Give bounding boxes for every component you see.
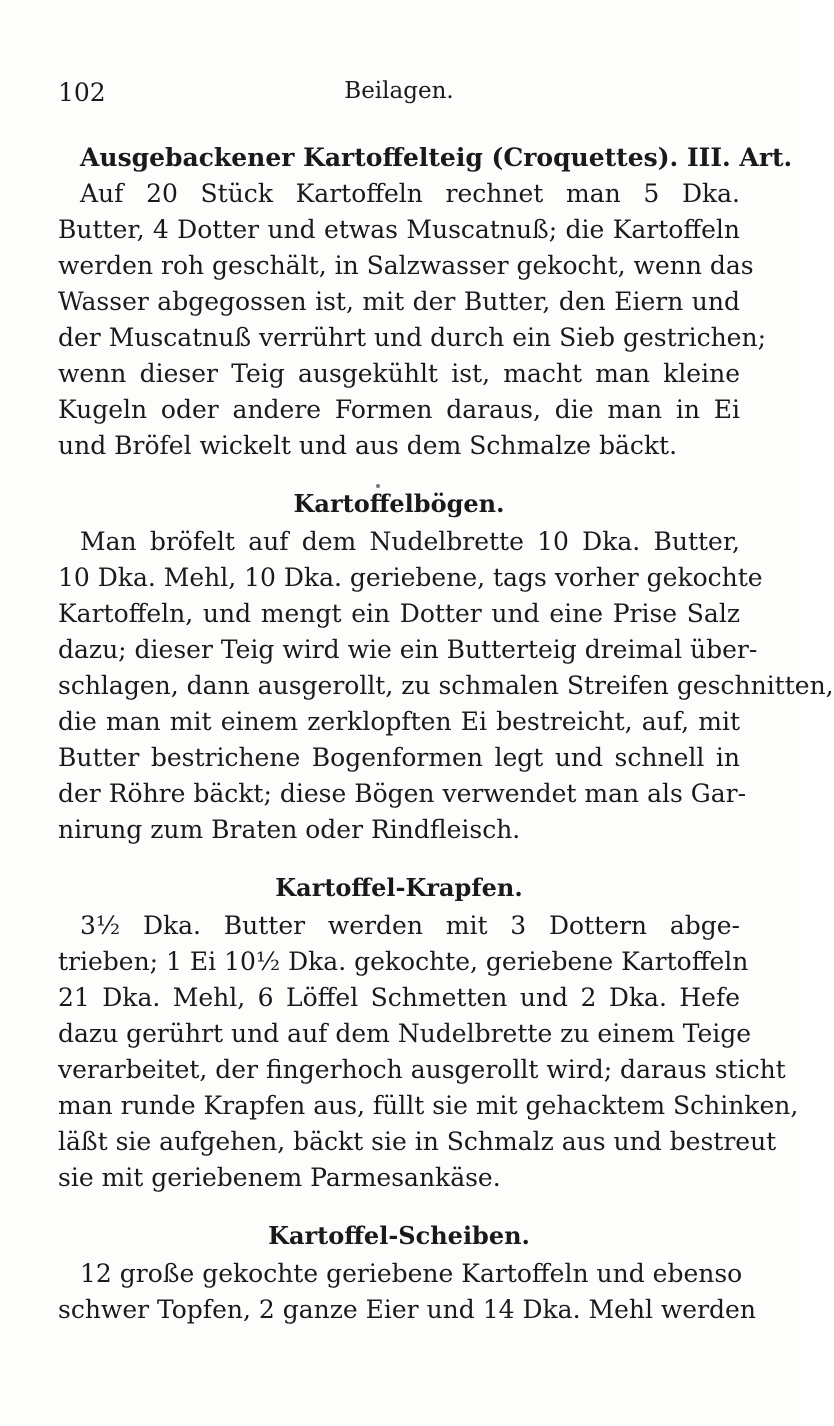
- recipe-kartoffelboegen: [58, 486, 834, 848]
- text-line: wenn dieser Teig ausgekühlt ist, macht man kleine: [58, 359, 740, 388]
- text-line: und Bröfel wickelt und aus dem Schmalze bäckt.: [58, 431, 678, 460]
- text-line: trieben; 1 Ei 10½ Dka. gekochte, geriebene Kartoffeln: [58, 947, 749, 976]
- text-line: Kugeln oder andere Formen daraus, die man in Ei: [58, 395, 740, 424]
- text-line: Wasser abgegossen ist, mit der Butter, den Eiern und: [58, 287, 740, 316]
- recipe-title-line: Ausgebackener Kartoffelteig (Croquettes). III. Art.: [80, 143, 793, 172]
- text-line: dazu; dieser Teig wird wie ein Butterteig dreimal über-: [58, 635, 758, 664]
- section-heading: Kartoffel-Scheiben.: [268, 1221, 530, 1250]
- text-line: Butter bestrichene Bogenformen legt und schnell in: [58, 743, 740, 772]
- text-line: nirung zum Braten oder Rindfleisch.: [58, 815, 521, 844]
- body-text: [58, 140, 834, 1328]
- text-line: 12 große gekochte geriebene Kartoffeln und ebenso: [80, 1259, 743, 1288]
- text-line: läßt sie aufgehen, bäckt sie in Schmalz aus und bestreut: [58, 1127, 777, 1156]
- text-line: die man mit einem zerklopften Ei bestreicht, auf, mit: [58, 707, 740, 736]
- text-line: 10 Dka. Mehl, 10 Dka. geriebene, tags vorher gekochte: [58, 563, 763, 592]
- section-heading: Kartoffel-Krapfen.: [275, 873, 523, 902]
- text-line: man runde Krapfen aus, füllt sie mit gehacktem Schinken,: [58, 1091, 799, 1120]
- text-line: Man bröfelt auf dem Nudelbrette 10 Dka. Butter,: [80, 527, 740, 556]
- text-line: der Röhre bäckt; diese Bögen verwendet man als Gar-: [58, 779, 747, 808]
- text-line: Butter, 4 Dotter und etwas Muscatnuß; die Kartoffeln: [58, 215, 740, 244]
- text-line: dazu gerührt und auf dem Nudelbrette zu einem Teige: [58, 1019, 752, 1048]
- running-head: [58, 78, 740, 108]
- recipe-croquettes: [58, 140, 793, 464]
- text-line: 21 Dka. Mehl, 6 Löffel Schmetten und 2 Dka. Hefe: [58, 983, 740, 1012]
- text-line: Auf 20 Stück Kartoffeln rechnet man 5 Dka.: [80, 179, 740, 208]
- recipe-kartoffel-scheiben: [58, 1218, 756, 1328]
- text-line: werden roh geschält, in Salzwasser gekocht, wenn das: [58, 251, 754, 280]
- section-heading: Kartoffelbögen.: [293, 489, 505, 518]
- page-number: 102: [58, 78, 106, 107]
- text-line: sie mit geriebenem Parmesankäse.: [58, 1163, 501, 1192]
- recipe-kartoffel-krapfen: [58, 870, 799, 1196]
- text-line: schwer Topfen, 2 ganze Eier und 14 Dka. Mehl werden: [58, 1295, 756, 1324]
- text-line: Kartoffeln, und mengt ein Dotter und eine Prise Salz: [58, 599, 740, 628]
- text-line: der Muscatnuß verrührt und durch ein Sieb gestrichen;: [58, 323, 766, 352]
- text-line: schlagen, dann ausgerollt, zu schmalen Streifen geschnitten,: [58, 671, 834, 700]
- text-line: 3½ Dka. Butter werden mit 3 Dottern abge-: [80, 911, 740, 940]
- running-title: Beilagen.: [344, 78, 454, 104]
- text-line: verarbeitet, der fingerhoch ausgerollt wird; daraus sticht: [58, 1055, 786, 1084]
